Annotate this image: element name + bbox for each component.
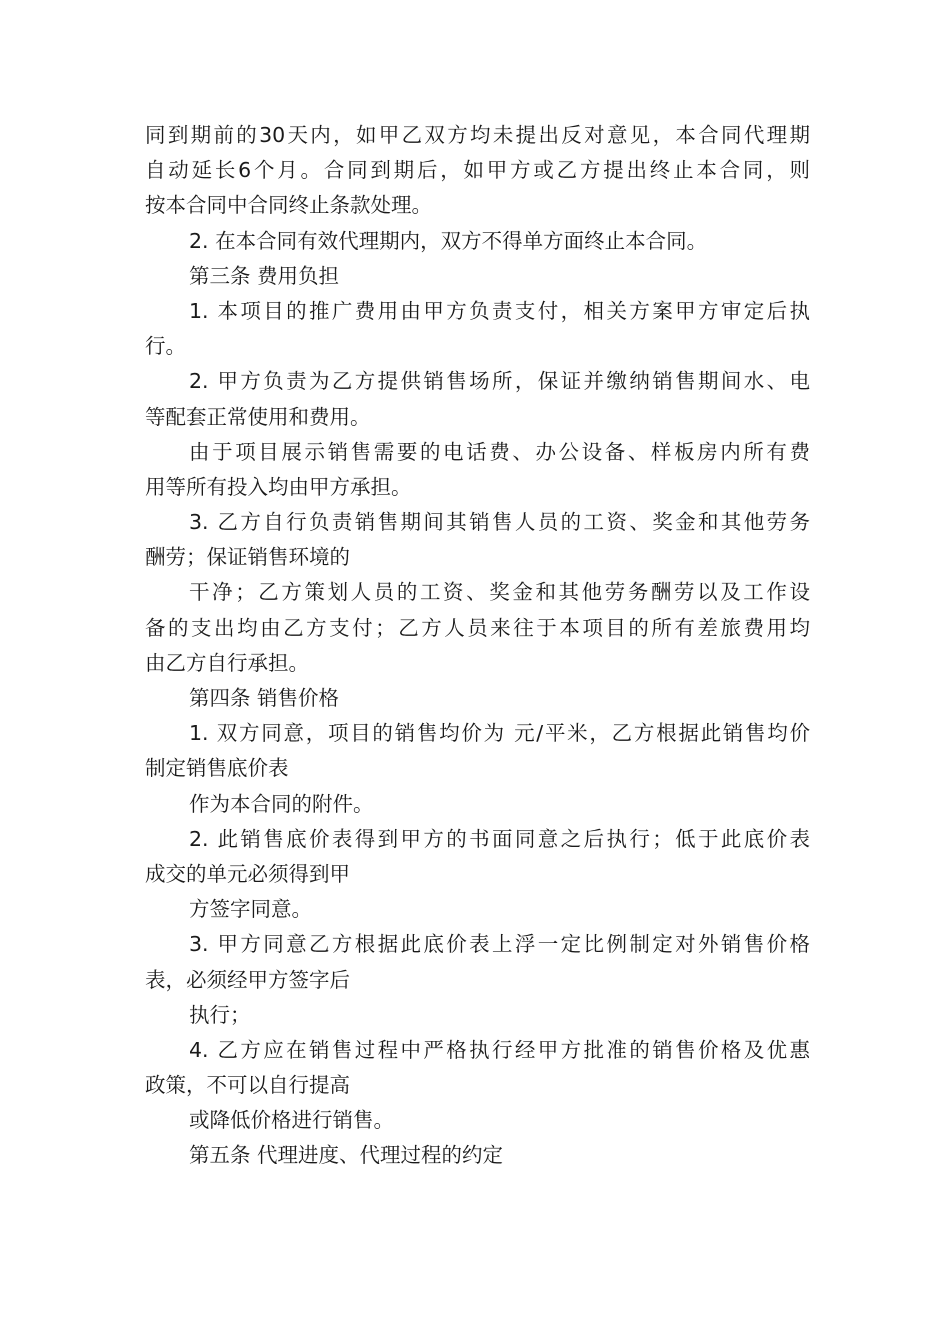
text-line: 1. 双方同意，项目的销售均价为 元/平米，乙方根据此销售均价 — [189, 721, 810, 746]
text-line: 1. 本项目的推广费用由甲方负责支付，相关方案甲方审定后执 — [189, 298, 810, 323]
document-body — [145, 118, 810, 1174]
text-line: 备的支出均由乙方支付；乙方人员来往于本项目的所有差旅费用均 — [145, 615, 810, 640]
text-line: 执行； — [189, 1002, 251, 1027]
text-line: 制定销售底价表 — [145, 756, 289, 781]
text-line: 第四条 销售价格 — [189, 686, 340, 710]
text-line: 作为本合同的附件。 — [189, 791, 374, 816]
text-line: 第三条 费用负担 — [189, 263, 340, 288]
text-line: 等配套正常使用和费用。 — [145, 404, 371, 429]
text-line: 行。 — [145, 334, 186, 359]
text-line: 由乙方自行承担。 — [145, 650, 309, 675]
text-line: 政策，不可以自行提高 — [145, 1073, 350, 1098]
text-line: 同到期前的30天内，如甲乙双方均未提出反对意见，本合同代理期 — [145, 123, 810, 147]
text-line: 3. 乙方自行负责销售期间其销售人员的工资、奖金和其他劳务 — [189, 510, 810, 535]
text-line: 2. 此销售底价表得到甲方的书面同意之后执行；低于此底价表 — [189, 826, 810, 851]
text-line: 由于项目展示销售需要的电话费、办公设备、样板房内所有费 — [189, 439, 810, 464]
text-line: 第五条 代理进度、代理过程的约定 — [189, 1143, 504, 1168]
text-line: 按本合同中合同终止条款处理。 — [145, 193, 432, 218]
text-line: 2. 在本合同有效代理期内，双方不得单方面终止本合同。 — [189, 228, 708, 253]
text-line: 表，必须经甲方签字后 — [145, 967, 350, 992]
text-line: 2. 甲方负责为乙方提供销售场所，保证并缴纳销售期间水、电 — [189, 369, 810, 394]
text-line: 干净；乙方策划人员的工资、奖金和其他劳务酬劳以及工作设 — [189, 580, 810, 605]
text-line: 或降低价格进行销售。 — [189, 1108, 394, 1133]
text-line: 方签字同意。 — [189, 897, 312, 922]
text-line: 酬劳；保证销售环境的 — [145, 545, 350, 570]
text-line: 4. 乙方应在销售过程中严格执行经甲方批准的销售价格及优惠 — [189, 1037, 810, 1062]
text-line: 成交的单元必须得到甲 — [145, 861, 350, 886]
text-line: 3. 甲方同意乙方根据此底价表上浮一定比例制定对外销售价格 — [189, 932, 810, 957]
text-line: 自动延长6个月。合同到期后，如甲方或乙方提出终止本合同，则 — [145, 158, 810, 183]
text-line: 用等所有投入均由甲方承担。 — [145, 474, 412, 499]
